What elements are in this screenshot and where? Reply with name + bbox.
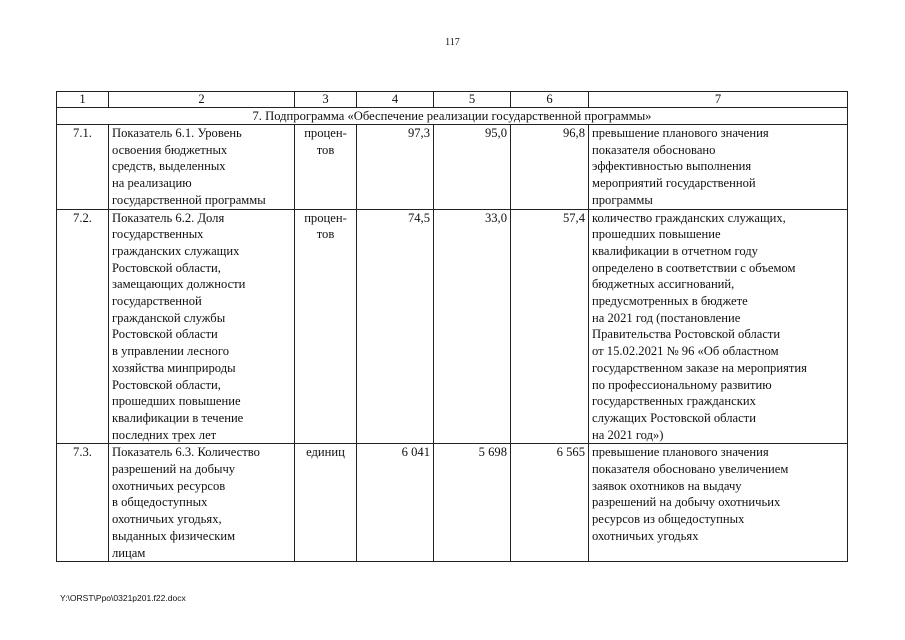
- value-cell: 5 698: [434, 444, 511, 562]
- table-row: [57, 125, 848, 210]
- column-header: 2: [109, 92, 295, 108]
- column-header: 5: [434, 92, 511, 108]
- report-table: [56, 91, 848, 562]
- note-cell: количество гражданских служащих, прошедших повышение квалификации в отчетном году определено в соответствии с объемом бюджетных ассигнований, предусмотренных в бюджете на 2021 год (постановление Правительства Ростовской области от 15.02.2021 № 96 «Об областном государственном заказе на мероприятия по профессиональному развитию государственных гражданских служащих Ростовской области на 2021 год»): [589, 209, 848, 444]
- section-title: 7. Подпрограмма «Обеспечение реализации государственной программы»: [57, 108, 848, 125]
- unit-cell: процен- тов: [295, 125, 357, 210]
- table-row: [57, 209, 848, 444]
- section-title-row: [57, 108, 848, 125]
- value-cell: 6 565: [511, 444, 589, 562]
- value-cell: 96,8: [511, 125, 589, 210]
- value-cell: 6 041: [357, 444, 434, 562]
- value-cell: 74,5: [357, 209, 434, 444]
- note-cell: превышение планового значения показателя обосновано эффективностью выполнения мероприятий государственной программы: [589, 125, 848, 210]
- indicator-name: Показатель 6.2. Доля государственных гражданских служащих Ростовской области, замещающих должности государственной гражданской службы Ростовской области в управлении лесного хозяйства минприроды Ростовской области, прошедших повышение квалификации в течение последних трех лет: [109, 209, 295, 444]
- value-cell: 97,3: [357, 125, 434, 210]
- indicator-name: Показатель 6.1. Уровень освоения бюджетных средств, выделенных на реализацию государственной программы: [109, 125, 295, 210]
- indicator-name: Показатель 6.3. Количество разрешений на добычу охотничьих ресурсов в общедоступных охотничьих угодьях, выданных физическим лицам: [109, 444, 295, 562]
- note-cell: превышение планового значения показателя обосновано увеличением заявок охотников на выдачу разрешений на добычу охотничьих ресурсов из общедоступных охотничьих угодьях: [589, 444, 848, 562]
- row-number: 7.3.: [57, 444, 109, 562]
- column-header-row: [57, 92, 848, 108]
- unit-cell: процен- тов: [295, 209, 357, 444]
- column-header: 3: [295, 92, 357, 108]
- column-header: 6: [511, 92, 589, 108]
- page-number: 117: [445, 37, 460, 48]
- row-number: 7.1.: [57, 125, 109, 210]
- unit-cell: единиц: [295, 444, 357, 562]
- row-number: 7.2.: [57, 209, 109, 444]
- value-cell: 57,4: [511, 209, 589, 444]
- column-header: 1: [57, 92, 109, 108]
- column-header: 4: [357, 92, 434, 108]
- value-cell: 33,0: [434, 209, 511, 444]
- footer-file-path: Y:\ORST\Ppo\0321p201.f22.docx: [60, 593, 186, 603]
- value-cell: 95,0: [434, 125, 511, 210]
- column-header: 7: [589, 92, 848, 108]
- table-row: [57, 444, 848, 562]
